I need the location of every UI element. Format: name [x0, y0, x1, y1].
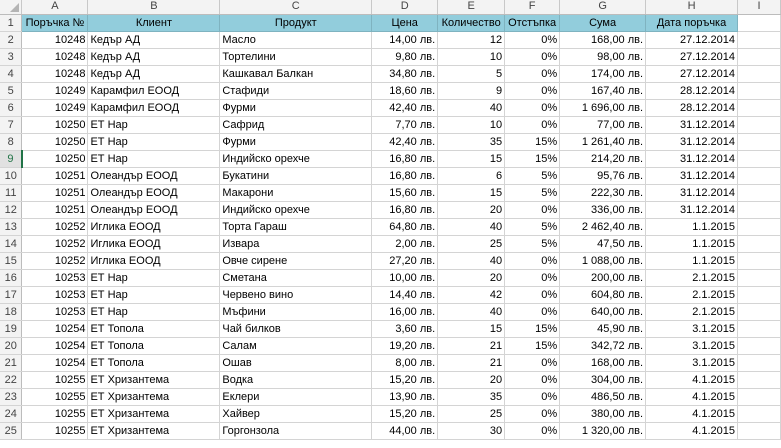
quantity-cell[interactable]: 15	[438, 150, 505, 167]
table-row[interactable]	[0, 167, 781, 184]
select-all-triangle-icon	[10, 3, 19, 12]
order-number-cell[interactable]: 10254	[22, 337, 88, 354]
price-cell[interactable]: 16,80 лв.	[372, 167, 438, 184]
client-cell[interactable]: Карамфил ЕООД	[88, 82, 220, 99]
table-row[interactable]	[0, 184, 781, 201]
row-number[interactable]: 18	[0, 303, 22, 320]
empty-cell[interactable]	[738, 82, 781, 99]
product-cell[interactable]: Мъфини	[220, 303, 372, 320]
order-number-cell[interactable]: 10255	[22, 405, 88, 422]
discount-cell[interactable]: 0%	[505, 48, 560, 65]
order-date-cell[interactable]: 3.1.2015	[646, 320, 738, 337]
order-number-cell[interactable]: 10255	[22, 422, 88, 439]
amount-cell[interactable]: 98,00 лв.	[560, 48, 646, 65]
order-date-cell[interactable]: 31.12.2014	[646, 116, 738, 133]
order-date-cell[interactable]: 4.1.2015	[646, 388, 738, 405]
amount-cell[interactable]: 1 696,00 лв.	[560, 99, 646, 116]
row-number[interactable]: 8	[0, 133, 22, 150]
empty-cell[interactable]	[738, 133, 781, 150]
empty-cell[interactable]	[738, 422, 781, 439]
product-cell[interactable]: Червено вино	[220, 286, 372, 303]
quantity-cell[interactable]: 21	[438, 337, 505, 354]
empty-cell[interactable]	[738, 337, 781, 354]
order-date-cell[interactable]: 4.1.2015	[646, 422, 738, 439]
order-number-cell[interactable]: 10252	[22, 235, 88, 252]
column-header-g[interactable]: G	[560, 0, 646, 14]
product-cell[interactable]: Сафрид	[220, 116, 372, 133]
price-cell[interactable]: 44,00 лв.	[372, 422, 438, 439]
quantity-cell[interactable]: 25	[438, 235, 505, 252]
amount-cell[interactable]: 214,20 лв.	[560, 150, 646, 167]
client-cell[interactable]: ЕТ Нар	[88, 286, 220, 303]
product-cell[interactable]: Макарони	[220, 184, 372, 201]
row-number[interactable]: 23	[0, 388, 22, 405]
column-header-b[interactable]: B	[88, 0, 220, 14]
table-header-row[interactable]	[0, 14, 781, 31]
amount-cell[interactable]: 1 088,00 лв.	[560, 252, 646, 269]
discount-cell[interactable]: 0%	[505, 303, 560, 320]
table-row[interactable]	[0, 82, 781, 99]
client-cell[interactable]: ЕТ Нар	[88, 116, 220, 133]
order-number-cell[interactable]: 10253	[22, 269, 88, 286]
client-cell[interactable]: Кедър АД	[88, 48, 220, 65]
quantity-cell[interactable]: 40	[438, 303, 505, 320]
client-cell[interactable]: ЕТ Хризантема	[88, 371, 220, 388]
table-row[interactable]	[0, 422, 781, 439]
quantity-cell[interactable]: 30	[438, 422, 505, 439]
table-row[interactable]	[0, 337, 781, 354]
product-cell[interactable]: Торта Гараш	[220, 218, 372, 235]
row-number[interactable]: 17	[0, 286, 22, 303]
table-row[interactable]	[0, 218, 781, 235]
order-number-cell[interactable]: 10255	[22, 388, 88, 405]
order-number-cell[interactable]: 10248	[22, 48, 88, 65]
client-cell[interactable]: ЕТ Хризантема	[88, 422, 220, 439]
product-cell[interactable]: Фурми	[220, 99, 372, 116]
table-row[interactable]	[0, 133, 781, 150]
order-date-cell[interactable]: 28.12.2014	[646, 99, 738, 116]
order-date-cell[interactable]: 3.1.2015	[646, 337, 738, 354]
order-date-cell[interactable]: 4.1.2015	[646, 405, 738, 422]
discount-cell[interactable]: 5%	[505, 235, 560, 252]
discount-cell[interactable]: 15%	[505, 320, 560, 337]
empty-cell[interactable]	[738, 31, 781, 48]
price-cell[interactable]: 14,40 лв.	[372, 286, 438, 303]
client-cell[interactable]: Олеандър ЕООД	[88, 167, 220, 184]
quantity-cell[interactable]: 15	[438, 184, 505, 201]
order-date-cell[interactable]: 1.1.2015	[646, 235, 738, 252]
quantity-cell[interactable]: 12	[438, 31, 505, 48]
table-row[interactable]	[0, 320, 781, 337]
price-header[interactable]: Цена	[372, 14, 438, 31]
order-number-cell[interactable]: 10250	[22, 116, 88, 133]
amount-cell[interactable]: 2 462,40 лв.	[560, 218, 646, 235]
quantity-header[interactable]: Количество	[438, 14, 505, 31]
order-number-header[interactable]: Поръчка №	[22, 14, 88, 31]
empty-cell[interactable]	[738, 14, 781, 31]
order-date-cell[interactable]: 31.12.2014	[646, 201, 738, 218]
client-cell[interactable]: ЕТ Нар	[88, 133, 220, 150]
amount-cell[interactable]: 200,00 лв.	[560, 269, 646, 286]
empty-cell[interactable]	[738, 116, 781, 133]
order-number-cell[interactable]: 10255	[22, 371, 88, 388]
price-cell[interactable]: 16,00 лв.	[372, 303, 438, 320]
order-date-cell[interactable]: 27.12.2014	[646, 31, 738, 48]
row-number[interactable]: 14	[0, 235, 22, 252]
discount-cell[interactable]: 0%	[505, 82, 560, 99]
price-cell[interactable]: 10,00 лв.	[372, 269, 438, 286]
price-cell[interactable]: 16,80 лв.	[372, 150, 438, 167]
price-cell[interactable]: 34,80 лв.	[372, 65, 438, 82]
row-number[interactable]: 6	[0, 99, 22, 116]
table-row[interactable]	[0, 252, 781, 269]
order-date-cell[interactable]: 1.1.2015	[646, 218, 738, 235]
order-number-cell[interactable]: 10251	[22, 184, 88, 201]
amount-cell[interactable]: 174,00 лв.	[560, 65, 646, 82]
price-cell[interactable]: 7,70 лв.	[372, 116, 438, 133]
row-number[interactable]: 24	[0, 405, 22, 422]
quantity-cell[interactable]: 35	[438, 133, 505, 150]
client-cell[interactable]: ЕТ Хризантема	[88, 388, 220, 405]
product-cell[interactable]: Индийско орехче	[220, 150, 372, 167]
column-header-a[interactable]: A	[22, 0, 88, 14]
discount-cell[interactable]: 0%	[505, 65, 560, 82]
table-row[interactable]	[0, 201, 781, 218]
amount-cell[interactable]: 336,00 лв.	[560, 201, 646, 218]
discount-cell[interactable]: 15%	[505, 150, 560, 167]
order-date-cell[interactable]: 27.12.2014	[646, 65, 738, 82]
quantity-cell[interactable]: 25	[438, 405, 505, 422]
quantity-cell[interactable]: 5	[438, 65, 505, 82]
amount-cell[interactable]: 1 320,00 лв.	[560, 422, 646, 439]
amount-cell[interactable]: 168,00 лв.	[560, 354, 646, 371]
quantity-cell[interactable]: 6	[438, 167, 505, 184]
table-row[interactable]	[0, 388, 781, 405]
order-number-cell[interactable]: 10250	[22, 150, 88, 167]
product-cell[interactable]: Индийско орехче	[220, 201, 372, 218]
product-cell[interactable]: Овче сирене	[220, 252, 372, 269]
order-number-cell[interactable]: 10252	[22, 218, 88, 235]
order-date-cell[interactable]: 28.12.2014	[646, 82, 738, 99]
row-number[interactable]: 25	[0, 422, 22, 439]
price-cell[interactable]: 9,80 лв.	[372, 48, 438, 65]
amount-cell[interactable]: 486,50 лв.	[560, 388, 646, 405]
empty-cell[interactable]	[738, 235, 781, 252]
product-cell[interactable]: Масло	[220, 31, 372, 48]
quantity-cell[interactable]: 40	[438, 99, 505, 116]
quantity-cell[interactable]: 40	[438, 252, 505, 269]
product-cell[interactable]: Чай билков	[220, 320, 372, 337]
select-all-corner[interactable]	[0, 0, 22, 14]
discount-cell[interactable]: 15%	[505, 337, 560, 354]
row-number[interactable]: 16	[0, 269, 22, 286]
product-cell[interactable]: Хайвер	[220, 405, 372, 422]
row-number[interactable]: 9	[0, 150, 22, 167]
client-cell[interactable]: ЕТ Нар	[88, 150, 220, 167]
price-cell[interactable]: 3,60 лв.	[372, 320, 438, 337]
order-date-cell[interactable]: 1.1.2015	[646, 252, 738, 269]
discount-cell[interactable]: 0%	[505, 422, 560, 439]
client-cell[interactable]: ЕТ Хризантема	[88, 405, 220, 422]
empty-cell[interactable]	[738, 184, 781, 201]
amount-cell[interactable]: 168,00 лв.	[560, 31, 646, 48]
order-number-cell[interactable]: 10253	[22, 286, 88, 303]
product-cell[interactable]: Стафиди	[220, 82, 372, 99]
price-cell[interactable]: 2,00 лв.	[372, 235, 438, 252]
table-row[interactable]	[0, 354, 781, 371]
quantity-cell[interactable]: 10	[438, 48, 505, 65]
price-cell[interactable]: 15,60 лв.	[372, 184, 438, 201]
price-cell[interactable]: 18,60 лв.	[372, 82, 438, 99]
price-cell[interactable]: 14,00 лв.	[372, 31, 438, 48]
order-number-cell[interactable]: 10251	[22, 167, 88, 184]
client-cell[interactable]: Иглика ЕООД	[88, 218, 220, 235]
row-number[interactable]: 15	[0, 252, 22, 269]
order-date-cell[interactable]: 31.12.2014	[646, 150, 738, 167]
table-row[interactable]	[0, 405, 781, 422]
discount-cell[interactable]: 0%	[505, 252, 560, 269]
column-header-e[interactable]: E	[438, 0, 505, 14]
quantity-cell[interactable]: 40	[438, 218, 505, 235]
product-cell[interactable]: Букатини	[220, 167, 372, 184]
order-number-cell[interactable]: 10254	[22, 320, 88, 337]
quantity-cell[interactable]: 15	[438, 320, 505, 337]
table-row[interactable]	[0, 31, 781, 48]
empty-cell[interactable]	[738, 99, 781, 116]
order-number-cell[interactable]: 10249	[22, 99, 88, 116]
order-number-cell[interactable]: 10254	[22, 354, 88, 371]
quantity-cell[interactable]: 9	[438, 82, 505, 99]
price-cell[interactable]: 64,80 лв.	[372, 218, 438, 235]
row-number[interactable]: 4	[0, 65, 22, 82]
product-cell[interactable]: Тортелини	[220, 48, 372, 65]
discount-cell[interactable]: 0%	[505, 116, 560, 133]
amount-cell[interactable]: 95,76 лв.	[560, 167, 646, 184]
amount-cell[interactable]: 167,40 лв.	[560, 82, 646, 99]
order-date-cell[interactable]: 31.12.2014	[646, 133, 738, 150]
row-number[interactable]: 20	[0, 337, 22, 354]
amount-cell[interactable]: 304,00 лв.	[560, 371, 646, 388]
discount-cell[interactable]: 5%	[505, 167, 560, 184]
discount-cell[interactable]: 5%	[505, 184, 560, 201]
order-date-cell[interactable]: 3.1.2015	[646, 354, 738, 371]
discount-cell[interactable]: 0%	[505, 269, 560, 286]
product-cell[interactable]: Еклери	[220, 388, 372, 405]
row-number[interactable]: 2	[0, 31, 22, 48]
column-header-row	[0, 0, 781, 14]
discount-cell[interactable]: 0%	[505, 286, 560, 303]
client-cell[interactable]: ЕТ Топола	[88, 354, 220, 371]
empty-cell[interactable]	[738, 150, 781, 167]
product-cell[interactable]: Сметана	[220, 269, 372, 286]
order-date-cell[interactable]: 2.1.2015	[646, 269, 738, 286]
discount-cell[interactable]: 0%	[505, 31, 560, 48]
client-cell[interactable]: ЕТ Топола	[88, 320, 220, 337]
table-row[interactable]	[0, 99, 781, 116]
quantity-cell[interactable]: 21	[438, 354, 505, 371]
order-date-cell[interactable]: 2.1.2015	[646, 303, 738, 320]
column-header-d[interactable]: D	[372, 0, 438, 14]
row-number[interactable]: 12	[0, 201, 22, 218]
price-cell[interactable]: 42,40 лв.	[372, 99, 438, 116]
discount-header[interactable]: Отстъпка	[505, 14, 560, 31]
order-date-cell[interactable]: 4.1.2015	[646, 371, 738, 388]
empty-cell[interactable]	[738, 252, 781, 269]
row-number[interactable]: 5	[0, 82, 22, 99]
empty-cell[interactable]	[738, 286, 781, 303]
order-date-header[interactable]: Дата поръчка	[646, 14, 738, 31]
amount-cell[interactable]: 604,80 лв.	[560, 286, 646, 303]
table-row[interactable]	[0, 48, 781, 65]
price-cell[interactable]: 16,80 лв.	[372, 201, 438, 218]
discount-cell[interactable]: 0%	[505, 371, 560, 388]
empty-cell[interactable]	[738, 201, 781, 218]
client-cell[interactable]: Кедър АД	[88, 31, 220, 48]
empty-cell[interactable]	[738, 65, 781, 82]
quantity-cell[interactable]: 35	[438, 388, 505, 405]
row-number[interactable]: 1	[0, 14, 22, 31]
empty-cell[interactable]	[738, 354, 781, 371]
empty-cell[interactable]	[738, 388, 781, 405]
row-number[interactable]: 7	[0, 116, 22, 133]
product-header[interactable]: Продукт	[220, 14, 372, 31]
order-date-cell[interactable]: 31.12.2014	[646, 167, 738, 184]
column-header-h[interactable]: H	[646, 0, 738, 14]
amount-cell[interactable]: 222,30 лв.	[560, 184, 646, 201]
discount-cell[interactable]: 15%	[505, 133, 560, 150]
quantity-cell[interactable]: 20	[438, 371, 505, 388]
discount-cell[interactable]: 0%	[505, 201, 560, 218]
discount-cell[interactable]: 0%	[505, 354, 560, 371]
amount-cell[interactable]: 45,90 лв.	[560, 320, 646, 337]
client-cell[interactable]: Иглика ЕООД	[88, 235, 220, 252]
column-header-i[interactable]: I	[738, 0, 781, 14]
empty-cell[interactable]	[738, 320, 781, 337]
row-number[interactable]: 11	[0, 184, 22, 201]
order-number-cell[interactable]: 10253	[22, 303, 88, 320]
empty-cell[interactable]	[738, 218, 781, 235]
price-cell[interactable]: 13,90 лв.	[372, 388, 438, 405]
price-cell[interactable]: 8,00 лв.	[372, 354, 438, 371]
discount-cell[interactable]: 0%	[505, 405, 560, 422]
client-cell[interactable]: ЕТ Нар	[88, 269, 220, 286]
amount-cell[interactable]: 47,50 лв.	[560, 235, 646, 252]
amount-header[interactable]: Сума	[560, 14, 646, 31]
row-number[interactable]: 19	[0, 320, 22, 337]
discount-cell[interactable]: 5%	[505, 218, 560, 235]
row-number[interactable]: 3	[0, 48, 22, 65]
empty-cell[interactable]	[738, 167, 781, 184]
order-number-cell[interactable]: 10248	[22, 65, 88, 82]
table-row[interactable]	[0, 116, 781, 133]
client-header[interactable]: Клиент	[88, 14, 220, 31]
table-row[interactable]	[0, 303, 781, 320]
order-number-cell[interactable]: 10252	[22, 252, 88, 269]
table-row[interactable]	[0, 286, 781, 303]
quantity-cell[interactable]: 20	[438, 201, 505, 218]
client-cell[interactable]: ЕТ Топола	[88, 337, 220, 354]
product-cell[interactable]: Ошав	[220, 354, 372, 371]
price-cell[interactable]: 42,40 лв.	[372, 133, 438, 150]
amount-cell[interactable]: 380,00 лв.	[560, 405, 646, 422]
amount-cell[interactable]: 77,00 лв.	[560, 116, 646, 133]
empty-cell[interactable]	[738, 269, 781, 286]
discount-cell[interactable]: 0%	[505, 99, 560, 116]
price-cell[interactable]: 27,20 лв.	[372, 252, 438, 269]
row-number[interactable]: 21	[0, 354, 22, 371]
price-cell[interactable]: 19,20 лв.	[372, 337, 438, 354]
discount-cell[interactable]: 0%	[505, 388, 560, 405]
client-cell[interactable]: Карамфил ЕООД	[88, 99, 220, 116]
order-number-cell[interactable]: 10248	[22, 31, 88, 48]
order-number-cell[interactable]: 10250	[22, 133, 88, 150]
table-row[interactable]	[0, 269, 781, 286]
product-cell[interactable]: Горгонзола	[220, 422, 372, 439]
amount-cell[interactable]: 342,72 лв.	[560, 337, 646, 354]
quantity-cell[interactable]: 10	[438, 116, 505, 133]
row-number[interactable]: 13	[0, 218, 22, 235]
empty-cell[interactable]	[738, 371, 781, 388]
table-row[interactable]	[0, 235, 781, 252]
product-cell[interactable]: Водка	[220, 371, 372, 388]
client-cell[interactable]: Олеандър ЕООД	[88, 184, 220, 201]
quantity-cell[interactable]: 42	[438, 286, 505, 303]
empty-cell[interactable]	[738, 48, 781, 65]
product-cell[interactable]: Извара	[220, 235, 372, 252]
client-cell[interactable]: Олеандър ЕООД	[88, 201, 220, 218]
row-number[interactable]: 22	[0, 371, 22, 388]
client-cell[interactable]: Иглика ЕООД	[88, 252, 220, 269]
order-date-cell[interactable]: 27.12.2014	[646, 48, 738, 65]
client-cell[interactable]: ЕТ Нар	[88, 303, 220, 320]
price-cell[interactable]: 15,20 лв.	[372, 405, 438, 422]
empty-cell[interactable]	[738, 405, 781, 422]
order-number-cell[interactable]: 10249	[22, 82, 88, 99]
quantity-cell[interactable]: 20	[438, 269, 505, 286]
client-cell[interactable]: Кедър АД	[88, 65, 220, 82]
table-row[interactable]	[0, 65, 781, 82]
product-cell[interactable]: Кашкавал Балкан	[220, 65, 372, 82]
amount-cell[interactable]: 640,00 лв.	[560, 303, 646, 320]
empty-cell[interactable]	[738, 303, 781, 320]
table-row[interactable]	[0, 150, 781, 167]
row-number[interactable]: 10	[0, 167, 22, 184]
order-date-cell[interactable]: 31.12.2014	[646, 184, 738, 201]
product-cell[interactable]: Фурми	[220, 133, 372, 150]
product-cell[interactable]: Салам	[220, 337, 372, 354]
amount-cell[interactable]: 1 261,40 лв.	[560, 133, 646, 150]
order-date-cell[interactable]: 2.1.2015	[646, 286, 738, 303]
order-number-cell[interactable]: 10251	[22, 201, 88, 218]
price-cell[interactable]: 15,20 лв.	[372, 371, 438, 388]
table-row[interactable]	[0, 371, 781, 388]
column-header-c[interactable]: C	[220, 0, 372, 14]
column-header-f[interactable]: F	[505, 0, 560, 14]
